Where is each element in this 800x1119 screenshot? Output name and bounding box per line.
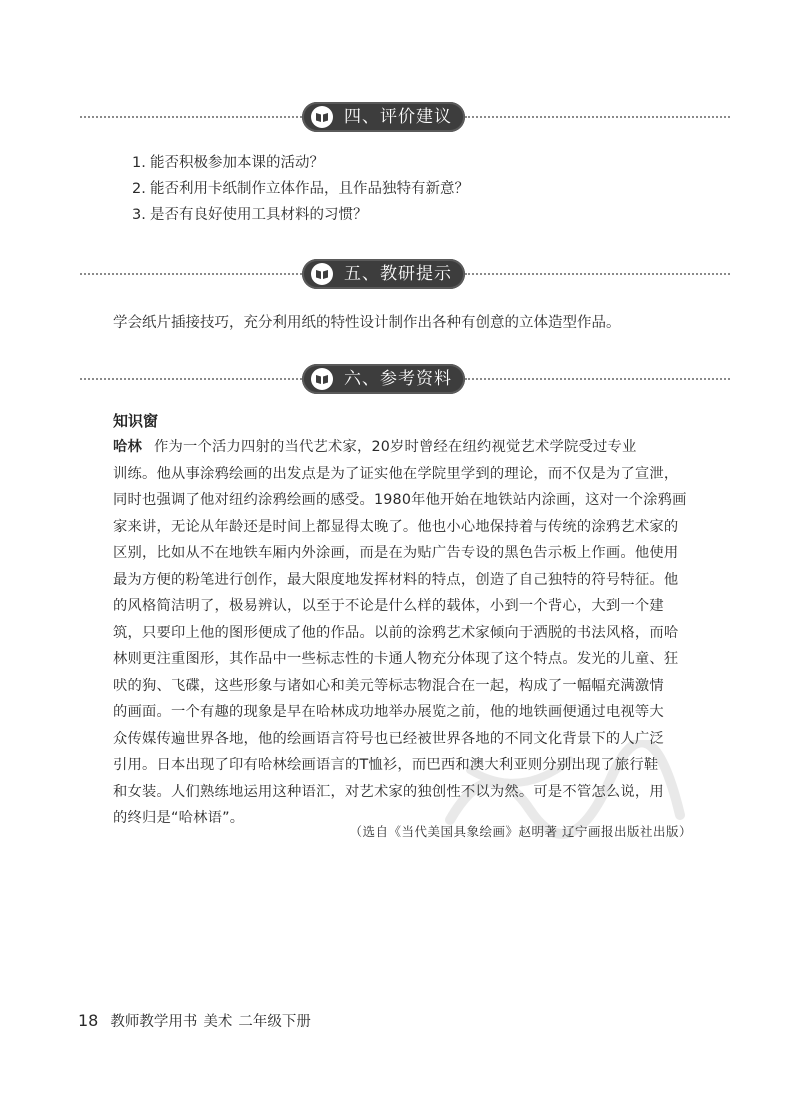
list-number: 2. — [132, 181, 146, 197]
article-text: 作为一个活力四射的当代艺术家，20岁时曾经在纽约视觉艺术学院受过专业 — [154, 439, 637, 455]
list-number: 1. — [132, 155, 146, 171]
knowledge-window-heading: 知识窗 — [113, 412, 159, 430]
article-line: 和女装。人们熟练地运用这种语汇，对艺术家的独创性不以为然。可是不管怎么说，用 — [113, 783, 664, 800]
page-number: 18 — [78, 1011, 99, 1030]
section-header-evaluation — [80, 100, 730, 134]
dotted-rule — [465, 273, 730, 275]
dotted-rule — [80, 116, 302, 118]
section-title-badge — [302, 364, 465, 394]
citation: （选自《当代美国具象绘画》赵明著 辽宁画报出版社出版） — [349, 824, 692, 839]
evaluation-list — [132, 150, 469, 228]
book-icon — [310, 367, 334, 391]
article-line: 同时也强调了他对纽约涂鸦绘画的感受。1980年他开始在地铁站内涂画，这对一个涂鸦画 — [113, 492, 687, 508]
article-lead: 哈林 — [113, 439, 142, 455]
grade-label: 二年级下册 — [238, 1014, 311, 1030]
article-line: 最为方便的粉笔进行创作，最大限度地发挥材料的特点，创造了自己独特的符号特征。他 — [113, 571, 679, 588]
dotted-rule — [465, 378, 730, 380]
section-title: 六、参考资料 — [344, 369, 452, 389]
article-line: 的风格简洁明了，极易辨认，以至于不论是什么样的载体，小到一个背心，大到一个建 — [113, 598, 664, 614]
section-header-reference — [80, 362, 730, 396]
article-line: 的终归是“哈林语”。 — [113, 810, 245, 826]
section-title: 五、教研提示 — [344, 264, 452, 284]
book-icon — [310, 262, 334, 286]
list-text: 能否积极参加本课的活动？ — [150, 155, 324, 171]
section-header-teaching-tip — [80, 257, 730, 291]
list-text: 是否有良好使用工具材料的习惯？ — [150, 207, 368, 223]
teaching-tip-text: 学会纸片插接技巧，充分利用纸的特性设计制作出各种有创意的立体造型作品。 — [113, 315, 621, 331]
article-line: 区别，比如从不在地铁车厢内外涂画，而是在为贴广告专设的黑色告示板上作画。他使用 — [113, 545, 679, 561]
section-title: 四、评价建议 — [344, 107, 452, 127]
article-line: 吠的狗、飞碟，这些形象与诸如心和美元等标志物混合在一起，构成了一幅幅充满激情 — [113, 677, 664, 694]
book-icon — [310, 105, 334, 129]
section-title-badge — [302, 259, 465, 289]
list-item — [132, 176, 469, 202]
dotted-rule — [465, 116, 730, 118]
article-line: 林则更注重图形，其作品中一些标志性的卡通人物充分体现了这个特点。发光的儿童、狂 — [113, 651, 679, 667]
page-footer — [78, 1010, 311, 1033]
list-item — [132, 150, 469, 176]
article-line: 引用。日本出现了印有哈林绘画语言的T恤衫，而巴西和澳大利亚则分别出现了旅行鞋 — [113, 757, 659, 773]
article-line — [113, 434, 693, 461]
section-title-badge — [302, 102, 465, 132]
article-line: 家来讲，无论从年龄还是时间上都显得太晚了。他也小心地保持着与传统的涂鸦艺术家的 — [113, 518, 679, 535]
list-number: 3. — [132, 207, 146, 223]
dotted-rule — [80, 273, 302, 275]
article-line: 筑，只要印上他的图形便成了他的作品。以前的涂鸦艺术家倾向于洒脱的书法风格，而哈 — [113, 624, 679, 641]
article-line: 训练。他从事涂鸦绘画的出发点是为了证实他在学院里学到的理论，而不仅是为了宣泄， — [113, 465, 679, 482]
subject-label: 美术 — [203, 1014, 233, 1030]
book-title: 教师教学用书 — [110, 1014, 198, 1030]
article-line: 的画面。一个有趣的现象是早在哈林成功地举办展览之前，他的地铁画便通过电视等大 — [113, 704, 664, 720]
list-text: 能否利用卡纸制作立体作品，且作品独特有新意？ — [150, 181, 469, 197]
list-item — [132, 202, 469, 228]
dotted-rule — [80, 378, 302, 380]
article-line: 众传媒传遍世界各地，他的绘画语言符号也已经被世界各地的不同文化背景下的人广泛 — [113, 730, 664, 747]
